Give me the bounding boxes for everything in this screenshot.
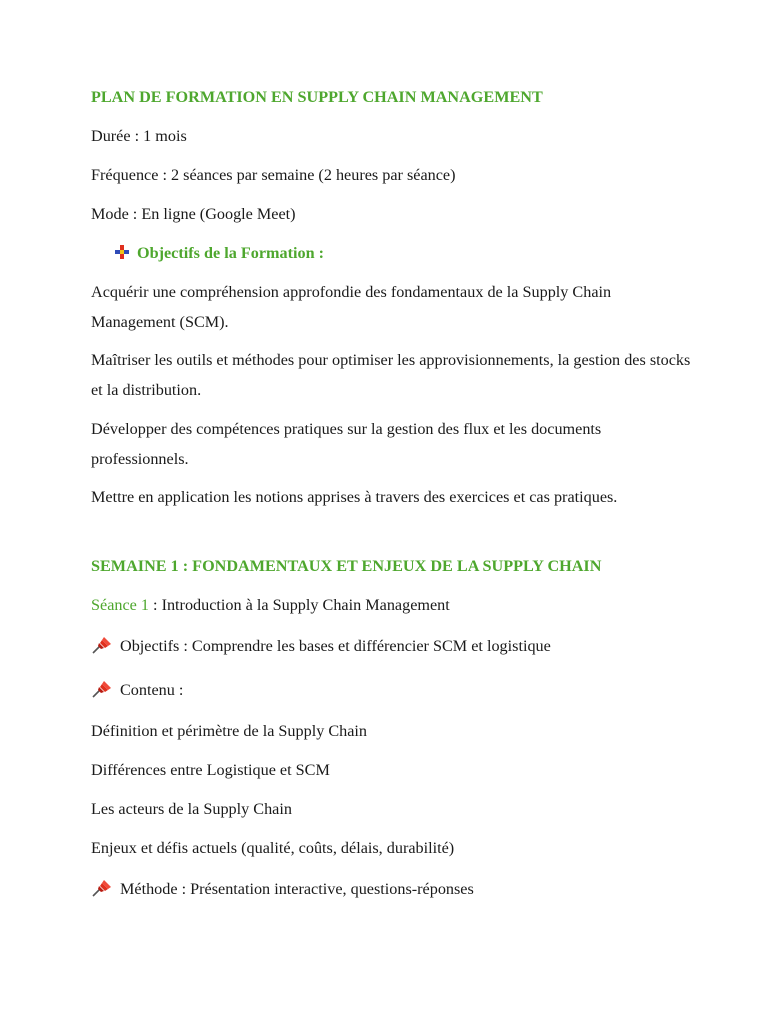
duree-line: Durée : 1 mois xyxy=(91,127,187,145)
objectif-1: Acquérir une compréhension approfondie des fondamentaux de la Supply Chain Management (SCM). xyxy=(91,283,612,331)
seance1-line xyxy=(91,594,450,616)
semaine1-heading: SEMAINE 1 : FONDAMENTAUX ET ENJEUX DE LA SUPPLY CHAIN xyxy=(91,557,602,575)
objectif-2: Maîtriser les outils et méthodes pour optimiser les approvisionnements, la gestion des stocks et la distribution. xyxy=(91,351,691,399)
frequence-line: Fréquence : 2 séances par semaine (2 heures par séance) xyxy=(91,166,456,184)
objectifs-heading-text: Objectifs de la Formation : xyxy=(137,244,325,262)
seance1-methode xyxy=(91,878,474,900)
pushpin-icon xyxy=(91,635,113,655)
contenu-item: Différences entre Logistique et SCM xyxy=(91,761,330,779)
contenu-item: Enjeux et défis actuels (qualité, coûts, délais, durabilité) xyxy=(91,839,455,857)
plus-bullet-icon xyxy=(114,244,130,260)
pushpin-icon xyxy=(91,878,113,898)
seance1-title: : Introduction à la Supply Chain Management xyxy=(148,596,450,614)
contenu-item: Définition et périmètre de la Supply Chain xyxy=(91,722,368,740)
pushpin-icon xyxy=(91,679,113,699)
objectifs-heading xyxy=(114,242,324,264)
contenu-item: Les acteurs de la Supply Chain xyxy=(91,800,292,818)
objectif-4: Mettre en application les notions apprises à travers des exercices et cas pratiques. xyxy=(91,488,618,506)
seance1-objectifs-text: Objectifs : Comprendre les bases et différencier SCM et logistique xyxy=(120,637,551,655)
seance1-contenu-label-text: Contenu : xyxy=(120,681,184,699)
seance1-contenu-label xyxy=(91,679,183,701)
objectif-3: Développer des compétences pratiques sur la gestion des flux et les documents professionnels. xyxy=(91,420,602,468)
seance1-objectifs xyxy=(91,635,551,657)
mode-line: Mode : En ligne (Google Meet) xyxy=(91,205,296,223)
seance1-methode-text: Méthode : Présentation interactive, questions-réponses xyxy=(120,880,474,898)
seance1-label: Séance 1 xyxy=(91,596,149,614)
document-title: PLAN DE FORMATION EN SUPPLY CHAIN MANAGEMENT xyxy=(91,88,543,106)
